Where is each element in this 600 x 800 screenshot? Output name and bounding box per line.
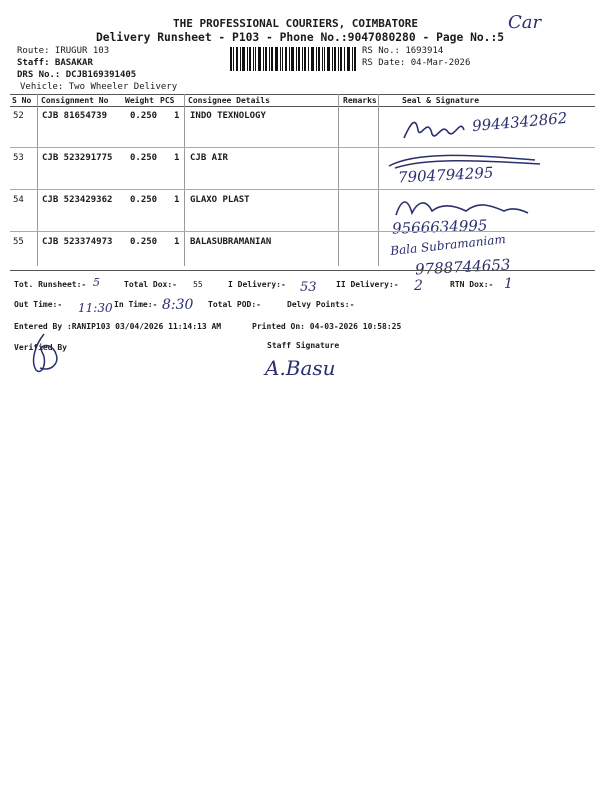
- row-pcs: 1: [174, 153, 180, 163]
- rtn-dox-value: 1: [504, 276, 513, 292]
- handwritten-phone: 9566634995: [391, 216, 488, 238]
- col-header-pcs: PCS: [160, 96, 175, 105]
- handwritten-phone: 9944342862: [471, 108, 569, 136]
- i-delivery-value: 53: [300, 280, 317, 295]
- out-time-value: 11:30: [78, 301, 113, 315]
- row-sno: 52: [13, 111, 24, 121]
- barcode: [230, 47, 358, 71]
- total-dox-value: 55: [193, 280, 203, 289]
- rtn-dox-label: RTN Dox:-: [450, 280, 494, 289]
- row-pcs: 1: [174, 195, 180, 205]
- row-consignee: GLAXO PLAST: [190, 195, 250, 205]
- runsheet-subtitle: Delivery Runsheet - P103 - Phone No.:9047080280 - Page No.:5: [96, 31, 505, 44]
- row-weight: 0.250: [130, 153, 158, 163]
- in-time-label: In Time:-: [114, 300, 158, 309]
- row-pcs: 1: [174, 111, 180, 121]
- row-weight: 0.250: [130, 195, 158, 205]
- staff-signature-handwriting: A.Basu: [265, 356, 336, 380]
- rs-number: RS No.: 1693914: [362, 46, 444, 56]
- staff-label: Staff: BASAKAR: [17, 58, 93, 68]
- handwritten-phone: 7904794295: [397, 163, 494, 187]
- verifier-signature: [26, 332, 66, 376]
- ii-delivery-value: 2: [414, 278, 423, 294]
- i-delivery-label: I Delivery:-: [228, 280, 286, 289]
- delvy-points-label: Delvy Points:-: [287, 300, 355, 309]
- row-sno: 53: [13, 153, 24, 163]
- row-consignee: BALASUBRAMANIAN: [190, 237, 272, 247]
- col-header-consignment: Consignment No: [41, 96, 109, 105]
- printed-on: Printed On: 04-03-2026 10:58:25: [252, 322, 402, 331]
- in-time-value: 8:30: [162, 297, 194, 313]
- row-weight: 0.250: [130, 111, 158, 121]
- out-time-label: Out Time:-: [14, 300, 63, 309]
- total-dox-label: Total Dox:-: [124, 280, 177, 289]
- table-top-rule: [10, 94, 595, 95]
- tot-runsheet-value: 5: [93, 276, 100, 289]
- row-weight: 0.250: [130, 237, 158, 247]
- row-consignee: CJB AIR: [190, 153, 228, 163]
- ii-delivery-label: II Delivery:-: [336, 280, 399, 289]
- col-header-sno: S No: [12, 96, 32, 105]
- handwritten-phone: 9788744653: [414, 255, 511, 279]
- row-consignment: CJB 523429362: [42, 195, 113, 205]
- row-sno: 55: [13, 237, 24, 247]
- rs-date: RS Date: 04-Mar-2026: [362, 58, 471, 68]
- company-title: THE PROFESSIONAL COURIERS, COIMBATORE: [173, 17, 419, 30]
- verified-by-label: Verified By: [14, 343, 67, 352]
- corner-handwritten-note: Car: [508, 12, 542, 33]
- col-header-remarks: Remarks: [343, 96, 377, 105]
- route-label: Route: IRUGUR 103: [17, 46, 110, 56]
- table-bottom-rule: [10, 270, 595, 271]
- handwritten-name: Bala Subramaniam: [389, 231, 507, 259]
- header-bottom-rule: [10, 106, 595, 107]
- row-pcs: 1: [174, 237, 180, 247]
- row-sno: 54: [13, 195, 24, 205]
- handwritten-signature: [398, 112, 468, 144]
- col-header-consignee: Consignee Details: [188, 96, 270, 105]
- drs-label: DRS No.: DCJB169391405: [17, 70, 137, 80]
- row-consignment: CJB 81654739: [42, 111, 108, 121]
- col-header-seal: Seal & Signature: [402, 96, 480, 105]
- col-header-weight: Weight: [125, 96, 154, 105]
- staff-signature-label: Staff Signature: [267, 341, 340, 350]
- tot-runsheet-label: Tot. Runsheet:-: [14, 280, 87, 289]
- total-pod-label: Total POD:-: [208, 300, 261, 309]
- entered-by: Entered By :RANIP103 03/04/2026 11:14:13 AM: [14, 322, 222, 331]
- vehicle-label: Vehicle: Two Wheeler Delivery: [20, 82, 178, 92]
- row-consignee: INDO TEXNOLOGY: [190, 111, 266, 121]
- row-consignment: CJB 523374973: [42, 237, 113, 247]
- row-consignment: CJB 523291775: [42, 153, 113, 163]
